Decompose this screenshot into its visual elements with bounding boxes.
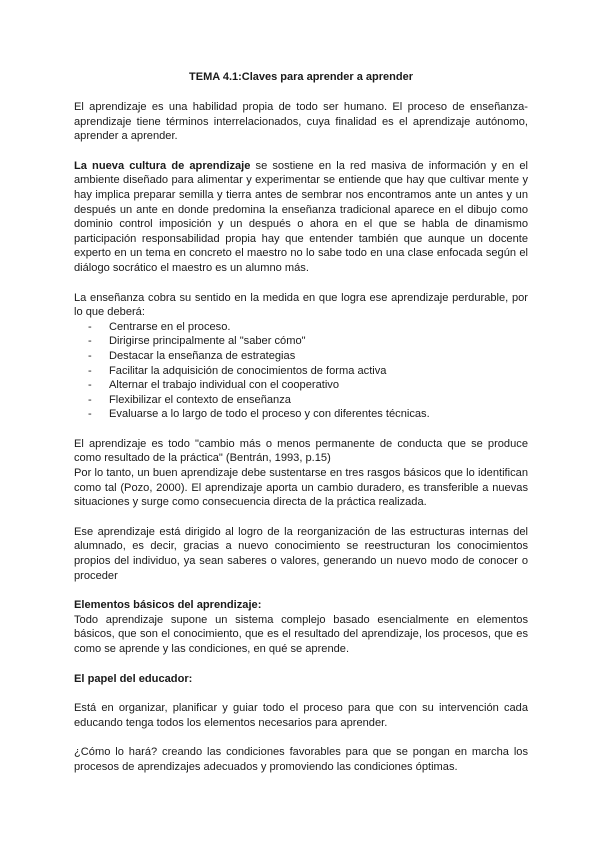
- dash-marker: -: [88, 393, 92, 406]
- dash-marker: -: [88, 320, 92, 333]
- dash-marker: -: [88, 408, 92, 421]
- dash-marker: -: [88, 364, 92, 377]
- dash-marker: -: [88, 349, 92, 362]
- list-item: - Dirigirse principalmente al "saber cómo": [88, 335, 306, 348]
- educador-paragraph: Está en organizar, planificar y guiar todo el proceso para que con su intervención cada educando tenga todos los elementos necesarios para aprender.: [74, 702, 528, 729]
- list-item: - Facilitar la adquisición de conocimientos de forma activa: [88, 364, 387, 377]
- como-paragraph: ¿Cómo lo hará? creando las condiciones favorables para que se pongan en marcha los procesos de aprendizajes adecuados y promoviendo las condiciones óptimas.: [74, 746, 528, 773]
- reorganizacion-paragraph: Ese aprendizaje está dirigido al logro de la reorganización de las estructuras internas del alumnado, es decir, gracias a nuevo conocimiento se reestructuran los conocimientos propios del individuo, ya sean saberes o valores, generando un nuevo modo de conocer o proceder: [74, 525, 528, 582]
- dash-marker: -: [88, 335, 92, 348]
- nueva-cultura-term: La nueva cultura de aprendizaje: [74, 159, 251, 172]
- elementos-paragraph: Todo aprendizaje supone un sistema complejo basado esencialmente en elementos básicos, que son el conocimiento, que es el resultado del aprendizaje, los procesos, que es como se aprende y las condiciones, en qué se aprende.: [74, 613, 528, 655]
- elementos-heading: Elementos básicos del aprendizaje:: [74, 599, 262, 612]
- list-item: - Destacar la enseñanza de estrategias: [88, 349, 296, 362]
- list-item: - Flexibilizar el contexto de enseñanza: [88, 393, 291, 406]
- list-item: - Alternar el trabajo individual con el cooperativo: [88, 379, 340, 392]
- page-title: TEMA 4.1:Claves para aprender a aprender: [189, 71, 413, 83]
- nueva-cultura-text: se sostiene en la red masiva de información y en el ambiente diseñado para alimentar y experimentar se entiende que hay que cultivar mente y hay implica preparar semilla y tierra antes de sembrar nos encontramos ante un antes y un después un ante en donde predomina la enseñanza tradicional aparece en el dibujo como dominio control imposición y un después o ahora en el que se habla de dinamismo participación responsabilidad propia hay que entender también que aunque un docente experto en un tema en concreto el maestro no lo sabe todo en una clase enfocada según el diálogo socrático el maestro es un alumno más.: [74, 159, 529, 274]
- educador-heading: El papel del educador:: [74, 672, 193, 685]
- ensenanza-list: [74, 320, 528, 422]
- list-item: - Evaluarse a lo largo de todo el proceso y con diferentes técnicas.: [88, 408, 430, 421]
- nueva-cultura-paragraph: [74, 159, 528, 276]
- definicion-paragraph: El aprendizaje es todo "cambio más o menos permanente de conducta que se produce como resultado de la práctica" (Bentrán, 1993, p.15): [74, 437, 528, 465]
- intro-paragraph: El aprendizaje es una habilidad propia de todo ser humano. El proceso de enseñanza-aprendizaje tiene términos interrelacionados, cuya finalidad es el aprendizaje autónomo, aprender a aprender.: [74, 101, 528, 143]
- ensenanza-paragraph: La enseñanza cobra su sentido en la medida en que logra ese aprendizaje perdurable, por lo que deberá:: [74, 291, 528, 319]
- rasgos-paragraph: Por lo tanto, un buen aprendizaje debe sustentarse en tres rasgos básicos que lo identifican como tal (Pozo, 2000). El aprendizaje aporta un cambio duradero, es transferible a nuevas situaciones y surge como consecuencia directa de la práctica realizada.: [74, 467, 528, 509]
- list-item: - Centrarse en el proceso.: [88, 320, 231, 333]
- dash-marker: -: [88, 379, 92, 392]
